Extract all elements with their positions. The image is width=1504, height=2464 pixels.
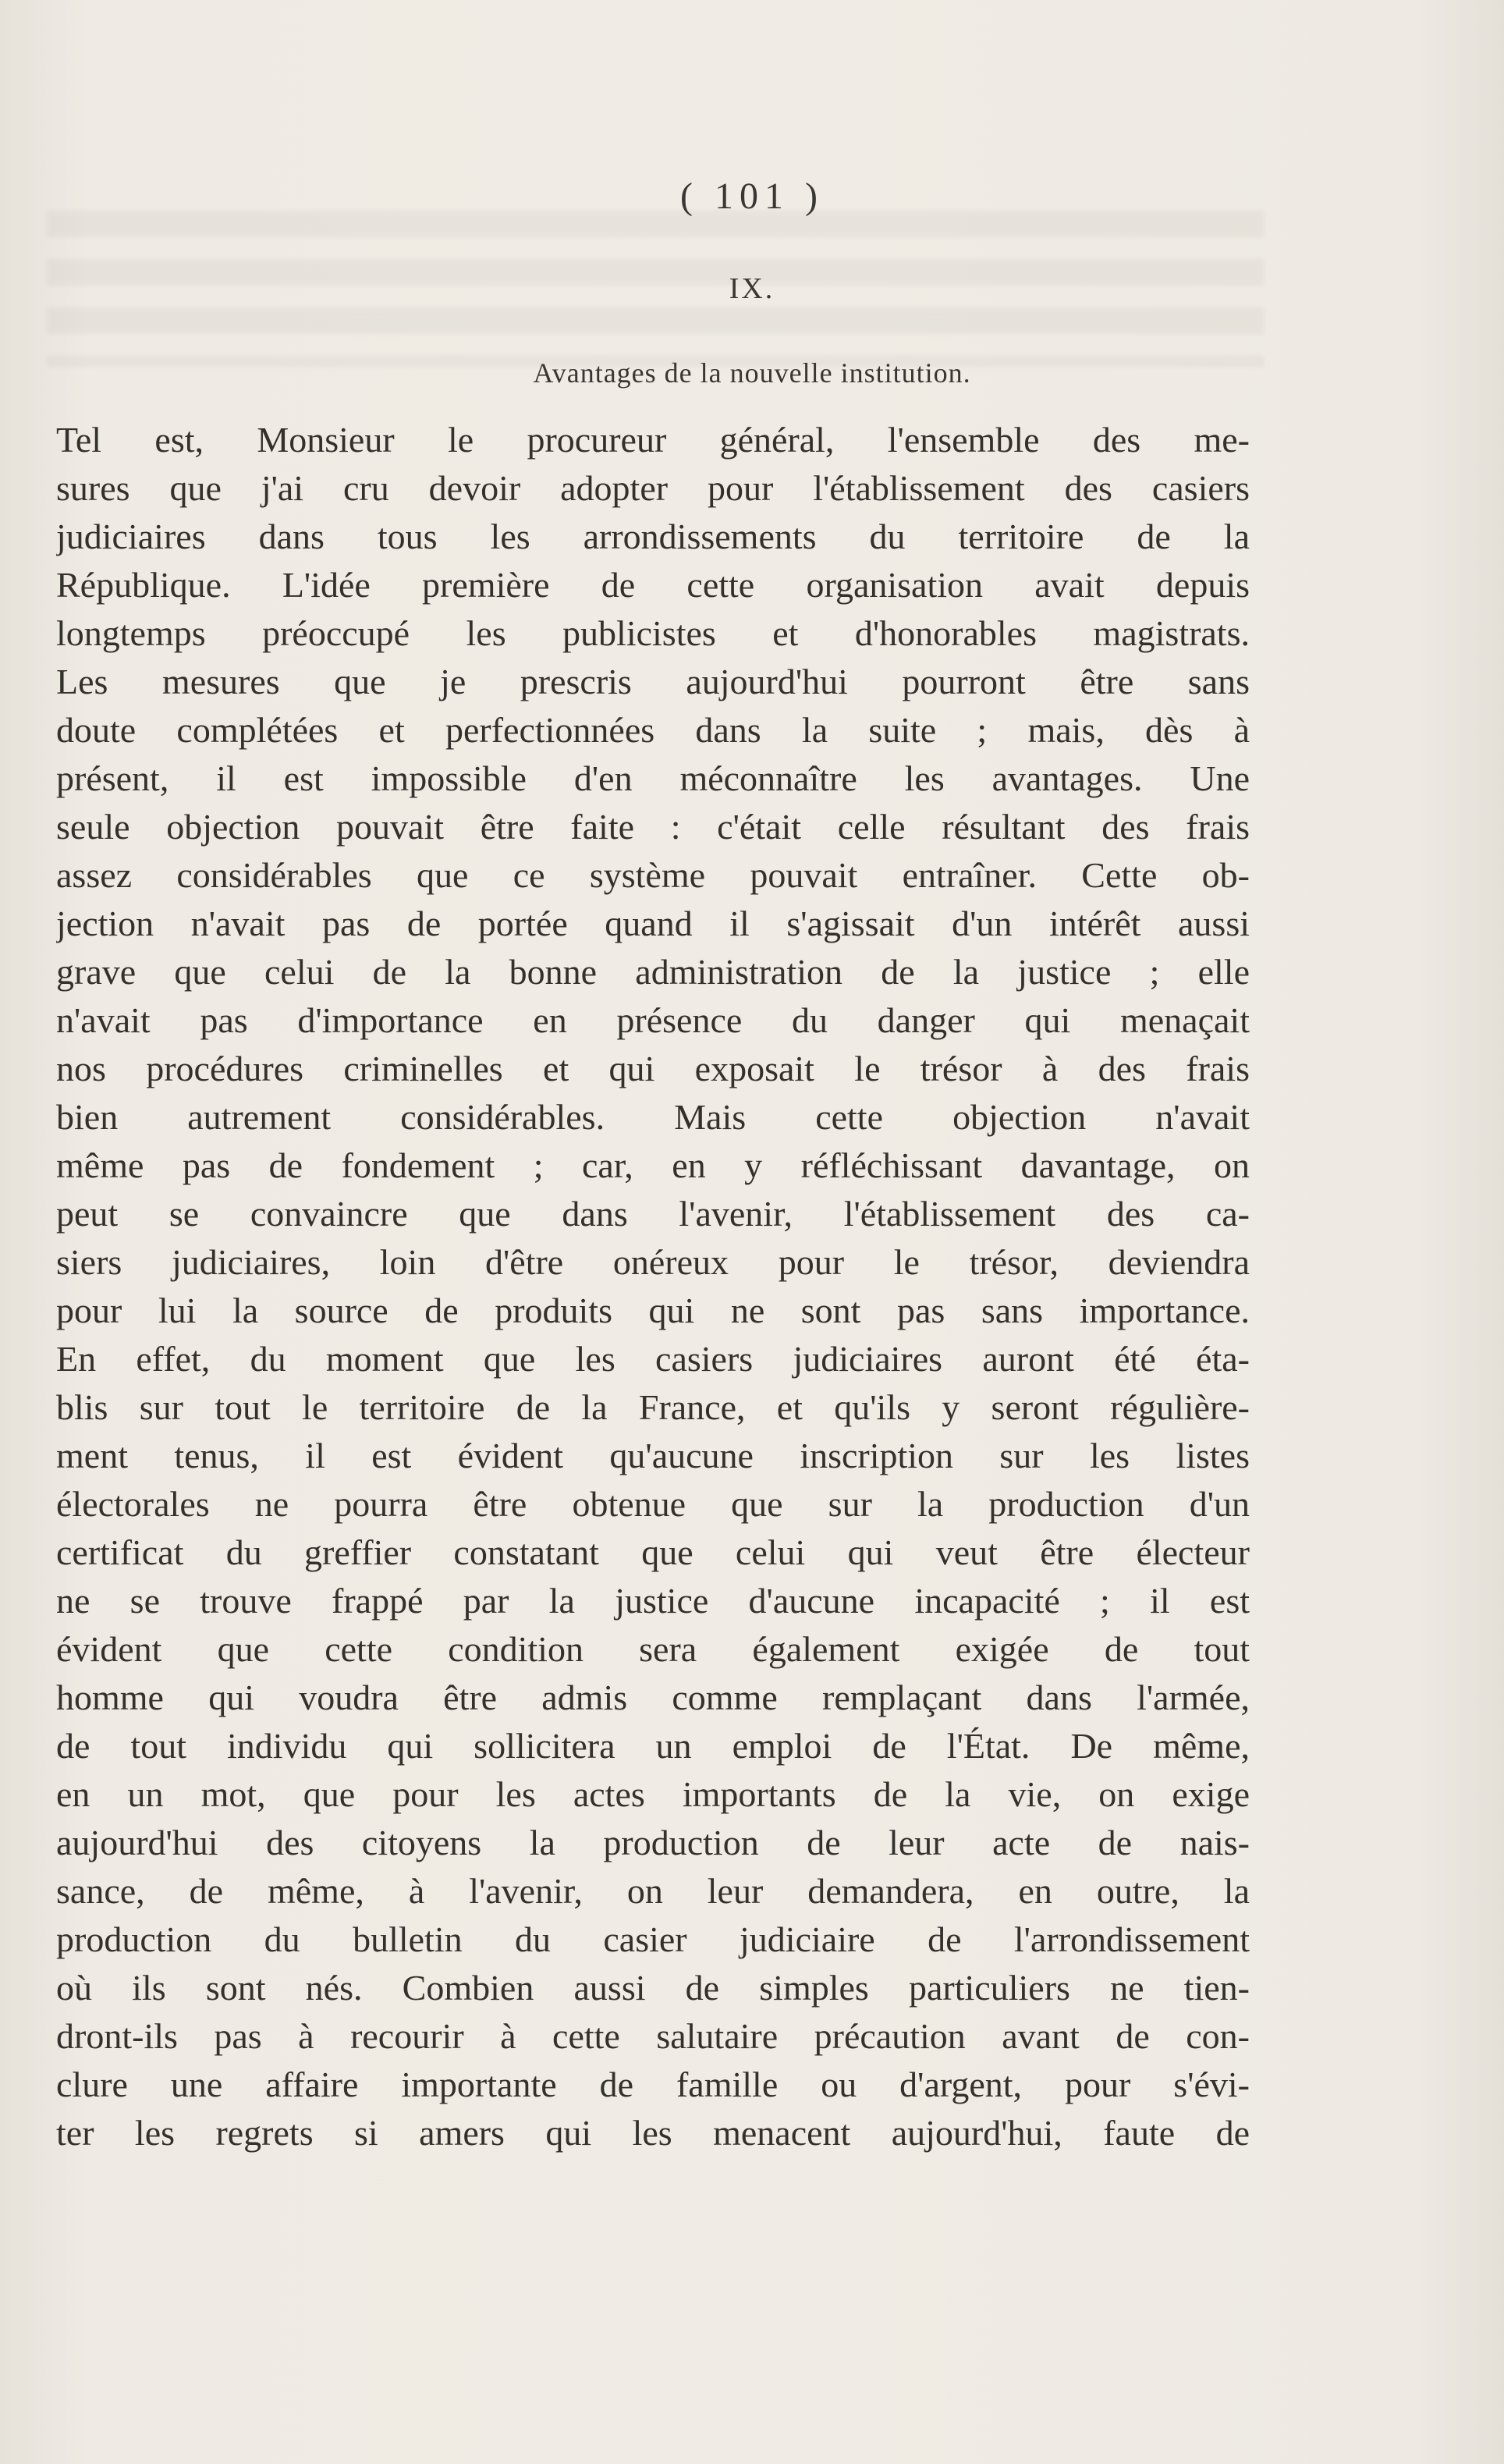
section-number: IX. <box>729 272 775 305</box>
text-line: ne se trouve frappé par la justice d'aucune incapacité ; il est <box>56 1581 1250 1621</box>
text-line: sance, de même, à l'avenir, on leur demandera, en outre, la <box>56 1871 1250 1911</box>
text-line: bien autrement considérables. Mais cette objection n'avait <box>56 1097 1250 1137</box>
text-line: même pas de fondement ; car, en y réfléchissant davantage, on <box>56 1145 1250 1185</box>
text-line: dront-ils pas à recourir à cette salutaire précaution avant de con- <box>56 2016 1250 2056</box>
text-line: seule objection pouvait être faite : c'était celle résultant des frais <box>56 807 1250 847</box>
text-line: de tout individu qui sollicitera un emploi de l'État. De même, <box>56 1726 1250 1766</box>
text-line: aujourd'hui des citoyens la production de leur acte de nais- <box>56 1823 1250 1862</box>
text-line: homme qui voudra être admis comme remplaçant dans l'armée, <box>56 1678 1250 1717</box>
text-line: jection n'avait pas de portée quand il s'agissait d'un intérêt aussi <box>56 904 1250 943</box>
text-line: grave que celui de la bonne administration de la justice ; elle <box>56 952 1250 992</box>
text-line: peut se convaincre que dans l'avenir, l'établissement des ca- <box>56 1194 1250 1234</box>
section-title: Avantages de la nouvelle institution. <box>533 357 971 389</box>
text-line: pour lui la source de produits qui ne sont pas sans importance. <box>56 1291 1250 1330</box>
text-line: électorales ne pourra être obtenue que sur la production d'un <box>56 1484 1250 1524</box>
text-line: En effet, du moment que les casiers judiciaires auront été éta- <box>56 1339 1250 1379</box>
text-line: assez considérables que ce système pouvait entraîner. Cette ob- <box>56 855 1250 895</box>
text-line: certificat du greffier constatant que celui qui veut être électeur <box>56 1532 1250 1572</box>
text-line: blis sur tout le territoire de la France, et qu'ils y seront régulière- <box>56 1387 1250 1427</box>
text-line: présent, il est impossible d'en méconnaître les avantages. Une <box>56 758 1250 798</box>
text-line: évident que cette condition sera également exigée de tout <box>56 1629 1250 1669</box>
text-line: Les mesures que je prescris aujourd'hui pourront être sans <box>56 662 1250 701</box>
text-line: siers judiciaires, loin d'être onéreux pour le trésor, deviendra <box>56 1242 1250 1282</box>
text-line: n'avait pas d'importance en présence du danger qui menaçait <box>56 1000 1250 1040</box>
text-line: judiciaires dans tous les arrondissements du territoire de la <box>56 517 1250 556</box>
text-line: en un mot, que pour les actes importants de la vie, on exige <box>56 1774 1250 1814</box>
text-line: clure une affaire importante de famille ou d'argent, pour s'évi- <box>56 2065 1250 2104</box>
text-line: Tel est, Monsieur le procureur général, l'ensemble des me- <box>56 420 1250 460</box>
text-line: où ils sont nés. Combien aussi de simples particuliers ne tien- <box>56 1968 1250 2008</box>
text-line: ter les regrets si amers qui les menacent aujourd'hui, faute de <box>56 2113 1250 2153</box>
text-line: ment tenus, il est évident qu'aucune inscription sur les listes <box>56 1436 1250 1475</box>
page-number: ( 101 ) <box>680 176 824 217</box>
text-line: sures que j'ai cru devoir adopter pour l'établissement des casiers <box>56 468 1250 508</box>
body-text <box>56 416 1250 2157</box>
text-line: longtemps préoccupé les publicistes et d'honorables magistrats. <box>56 613 1250 653</box>
text-line: production du bulletin du casier judiciaire de l'arrondissement <box>56 1919 1250 1959</box>
text-line: doute complétées et perfectionnées dans la suite ; mais, dès à <box>56 710 1250 750</box>
text-line: République. L'idée première de cette organisation avait depuis <box>56 565 1250 605</box>
text-line: nos procédures criminelles et qui exposait le trésor à des frais <box>56 1049 1250 1088</box>
